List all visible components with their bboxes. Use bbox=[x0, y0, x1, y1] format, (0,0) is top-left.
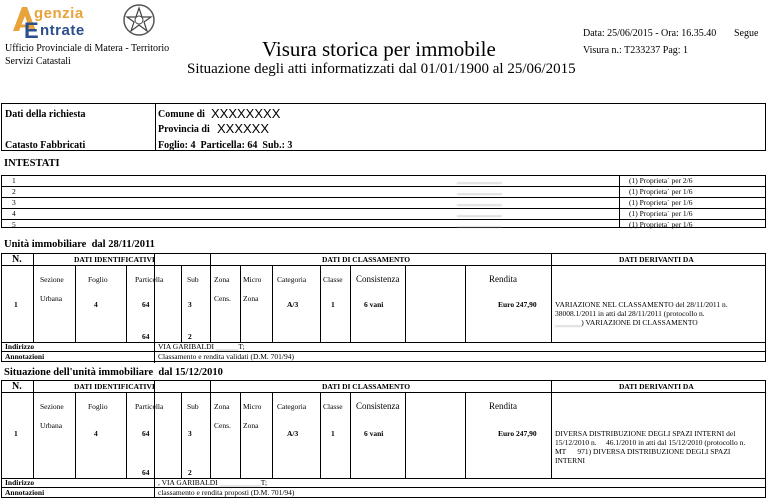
redacted-name: ‗‗‗‗‗‗‗‗‗‗‗‗ bbox=[457, 219, 502, 228]
ownership-share: (1) Proprieta` per 1/6 bbox=[629, 198, 693, 207]
row-number: 4 bbox=[12, 209, 16, 218]
col-divider bbox=[465, 265, 466, 342]
row-number: 1 bbox=[12, 176, 16, 185]
deriv-line2: 15/12/2010 n. 46.1/2010 in atti dal 15/12/2010 (protocollo n. bbox=[555, 438, 746, 447]
col-divider bbox=[405, 392, 406, 478]
col-divider bbox=[181, 392, 182, 478]
col-cens: Cens. bbox=[214, 294, 231, 303]
row-particella: 64 bbox=[142, 429, 150, 438]
intestati-row bbox=[2, 187, 765, 198]
redacted-name: ‗‗‗‗‗‗‗‗‗‗‗‗ bbox=[457, 186, 502, 195]
col-divider bbox=[33, 254, 34, 342]
intestati-row bbox=[2, 220, 765, 230]
col-foglio: Foglio bbox=[88, 275, 108, 284]
row-rendita: Euro 247,90 bbox=[498, 429, 537, 438]
col-zona: Zona bbox=[214, 402, 230, 411]
section-2 bbox=[0, 364, 768, 499]
col-divider bbox=[350, 392, 351, 478]
col-urbana: Urbana bbox=[40, 294, 63, 303]
col-classe: Classe bbox=[323, 402, 343, 411]
section-title: Unità immobiliare dal 28/11/2011 bbox=[4, 239, 155, 250]
col-foglio: Foglio bbox=[88, 402, 108, 411]
annotazioni-label: Annotazioni bbox=[5, 352, 45, 361]
row-number: 2 bbox=[12, 187, 16, 196]
class-header: DATI DI CLASSAMENTO bbox=[322, 255, 411, 264]
col-particella: Particella bbox=[135, 275, 164, 284]
page-subtitle: Situazione degli atti informatizzati dal 01/01/1900 al 25/06/2015 bbox=[187, 61, 576, 77]
row-categoria: A/3 bbox=[287, 300, 299, 309]
col-divider bbox=[272, 392, 273, 478]
row-sub-2: 2 bbox=[188, 468, 192, 477]
ident-header: DATI IDENTIFICATIVI bbox=[74, 255, 155, 264]
intestati-table bbox=[1, 175, 766, 228]
col-micro: Micro bbox=[243, 402, 262, 411]
col-consistenza: Consistenza bbox=[356, 401, 400, 411]
emblem-icon bbox=[122, 3, 156, 37]
indirizzo-value: VIA GARIBALDI ‗‗‗‗‗‗T; bbox=[158, 342, 245, 351]
col-divider bbox=[75, 392, 76, 478]
col-divider bbox=[126, 265, 127, 342]
office-line2: Servizi Catastali bbox=[5, 56, 71, 67]
col-micro: Micro bbox=[243, 275, 262, 284]
col-micro-zona: Zona bbox=[243, 421, 259, 430]
col-divider bbox=[350, 265, 351, 342]
header-segue: Segue bbox=[734, 28, 759, 39]
row-particella-2: 64 bbox=[142, 332, 150, 341]
row-sub-2: 2 bbox=[188, 332, 192, 341]
ownership-share: (1) Proprieta` per 1/6 bbox=[629, 220, 693, 229]
indirizzo-line bbox=[2, 342, 765, 343]
header-line bbox=[2, 265, 765, 266]
row-categoria: A/3 bbox=[287, 429, 299, 438]
col-urbana: Urbana bbox=[40, 421, 63, 430]
classamento-box bbox=[1, 380, 766, 498]
row-particella-2: 64 bbox=[142, 468, 150, 477]
page-title: Visura storica per immobile bbox=[262, 37, 496, 61]
col-rendita: Rendita bbox=[489, 274, 517, 284]
indirizzo-text: VIA GARIBALDI bbox=[158, 342, 215, 351]
col-divider bbox=[33, 381, 34, 478]
col-classe: Classe bbox=[323, 275, 343, 284]
office-line1: Ufficio Provinciale di Matera - Territorio bbox=[5, 43, 170, 54]
deriv-line2: 38008.1/2011 in atti dal 28/11/2011 (protocollo n. bbox=[555, 309, 705, 318]
col-divider bbox=[240, 392, 241, 478]
comune-value: XXXXXXXX bbox=[211, 106, 281, 121]
catasto-label: Catasto Fabbricati bbox=[5, 140, 86, 151]
indirizzo-tail: T; bbox=[238, 342, 245, 351]
col-divider bbox=[75, 265, 76, 342]
logo-text-agenzia: genzia bbox=[34, 5, 84, 22]
row-classe: 1 bbox=[331, 429, 335, 438]
ownership-share: (1) Proprieta` per 1/6 bbox=[629, 187, 693, 196]
col-categoria: Categoria bbox=[277, 275, 307, 284]
col-divider bbox=[210, 381, 211, 478]
col-divider bbox=[551, 254, 552, 342]
col-divider bbox=[320, 265, 321, 342]
col-particella: Particella bbox=[135, 402, 164, 411]
provincia-label: Provincia di bbox=[158, 124, 210, 135]
deriv-line3: ) VARIAZIONE DI CLASSAMENTO bbox=[581, 318, 698, 327]
col-divider bbox=[272, 265, 273, 342]
col-sezione: Sezione bbox=[40, 402, 64, 411]
intestati-title: INTESTATI bbox=[4, 158, 60, 169]
redacted-name: ‗‗‗‗‗‗‗‗‗‗‗‗ bbox=[457, 175, 502, 184]
ident-header: DATI IDENTIFICATIVI bbox=[74, 382, 155, 391]
col-consistenza: Consistenza bbox=[356, 274, 400, 284]
deriv-line3: MT 971) DIVERSA DISTRIBUZIONE DEGLI SPAZI bbox=[555, 447, 731, 456]
col-divider bbox=[181, 265, 182, 342]
intestati-rows bbox=[2, 176, 765, 230]
row-sub: 3 bbox=[188, 300, 192, 309]
col-micro-zona: Zona bbox=[243, 294, 259, 303]
header-line bbox=[2, 392, 765, 393]
col-categoria: Categoria bbox=[277, 402, 307, 411]
ownership-share: (1) Proprieta` per 2/6 bbox=[629, 176, 693, 185]
row-number: 1 bbox=[14, 300, 18, 309]
indirizzo-label: Indirizzo bbox=[5, 342, 35, 351]
indirizzo-text: , VIA GARIBALDI bbox=[158, 478, 218, 487]
col-divider bbox=[405, 265, 406, 342]
col-divider bbox=[210, 254, 211, 342]
col-sezione: Sezione bbox=[40, 275, 64, 284]
row-number: 1 bbox=[14, 429, 18, 438]
col-divider bbox=[465, 392, 466, 478]
col-rendita: Rendita bbox=[489, 401, 517, 411]
col-divider bbox=[240, 265, 241, 342]
request-divider bbox=[155, 104, 156, 150]
redacted-name: ‗‗‗‗‗‗‗‗‗‗‗‗ bbox=[457, 197, 502, 206]
row-number: 3 bbox=[12, 198, 16, 207]
request-box bbox=[1, 103, 766, 151]
intestati-row bbox=[2, 209, 765, 220]
row-foglio: 4 bbox=[94, 429, 98, 438]
request-label: Dati della richiesta bbox=[5, 109, 86, 120]
row-classe: 1 bbox=[331, 300, 335, 309]
col-divider bbox=[551, 381, 552, 478]
row-rendita: Euro 247,90 bbox=[498, 300, 537, 309]
deriv-line1: VARIAZIONE NEL CLASSAMENTO del 28/11/2011 n. bbox=[555, 300, 728, 309]
ownership-share: (1) Proprieta` per 1/6 bbox=[629, 209, 693, 218]
col-zona: Zona bbox=[214, 275, 230, 284]
indirizzo-line bbox=[2, 478, 765, 479]
intestati-row bbox=[2, 198, 765, 209]
deriv-line1: DIVERSA DISTRIBUZIONE DEGLI SPAZI INTERNI del bbox=[555, 429, 736, 438]
redacted-name: ‗‗‗‗‗‗‗‗‗‗‗‗ bbox=[457, 208, 502, 217]
deriv-header: DATI DERIVANTI DA bbox=[619, 255, 694, 264]
classamento-box bbox=[1, 253, 766, 362]
section-1 bbox=[0, 236, 768, 362]
logo-e-icon: E bbox=[24, 18, 39, 43]
annotazioni-line bbox=[2, 487, 765, 488]
col-n-header: N. bbox=[12, 254, 22, 265]
deriv-line4: INTERNI bbox=[555, 456, 585, 465]
deriv-redacted: ‗‗‗‗‗‗‗) VARIAZIONE DI CLASSAMENTO bbox=[555, 318, 698, 327]
col-sub: Sub bbox=[187, 275, 199, 284]
row-consistenza: 6 vani bbox=[364, 300, 384, 309]
col-divider bbox=[126, 392, 127, 478]
col-n-header: N. bbox=[12, 381, 22, 392]
indirizzo-tail: T; bbox=[260, 478, 268, 487]
annotazioni-value: Classamento e rendita validati (D.M. 701/94) bbox=[158, 352, 295, 361]
deriv-header: DATI DERIVANTI DA bbox=[619, 382, 694, 391]
row-particella: 64 bbox=[142, 300, 150, 309]
col-divider bbox=[154, 381, 155, 497]
foglio-info: Foglio: 4 Particella: 64 Sub.: 3 bbox=[158, 140, 293, 151]
header-visura: Visura n.: T233237 Pag: 1 bbox=[583, 45, 689, 56]
row-sub: 3 bbox=[188, 429, 192, 438]
logo-text-entrate: ntrate bbox=[40, 22, 85, 39]
class-header: DATI DI CLASSAMENTO bbox=[322, 382, 411, 391]
col-sub: Sub bbox=[187, 402, 199, 411]
col-divider bbox=[154, 254, 155, 363]
header-date: Data: 25/06/2015 - Ora: 16.35.40 bbox=[583, 28, 717, 39]
annotazioni-line bbox=[2, 351, 765, 352]
row-consistenza: 6 vani bbox=[364, 429, 384, 438]
section-title: Situazione dell'unità immobiliare dal 15/12/2010 bbox=[4, 367, 223, 378]
agenzia-logo bbox=[4, 2, 164, 42]
intestati-row bbox=[2, 176, 765, 187]
comune-label: Comune di bbox=[158, 109, 205, 120]
indirizzo-label: Indirizzo bbox=[5, 478, 35, 487]
col-divider bbox=[320, 392, 321, 478]
col-cens: Cens. bbox=[214, 421, 231, 430]
annotazioni-label: Annotazioni bbox=[5, 488, 45, 497]
row-number: 5 bbox=[12, 220, 16, 229]
indirizzo-value: , VIA GARIBALDI ‗‗‗‗‗‗‗‗‗‗‗T; bbox=[158, 478, 268, 487]
annotazioni-value: classamento e rendita proposti (D.M. 701/94) bbox=[158, 488, 295, 497]
provincia-value: XXXXXX bbox=[217, 121, 270, 136]
row-foglio: 4 bbox=[94, 300, 98, 309]
